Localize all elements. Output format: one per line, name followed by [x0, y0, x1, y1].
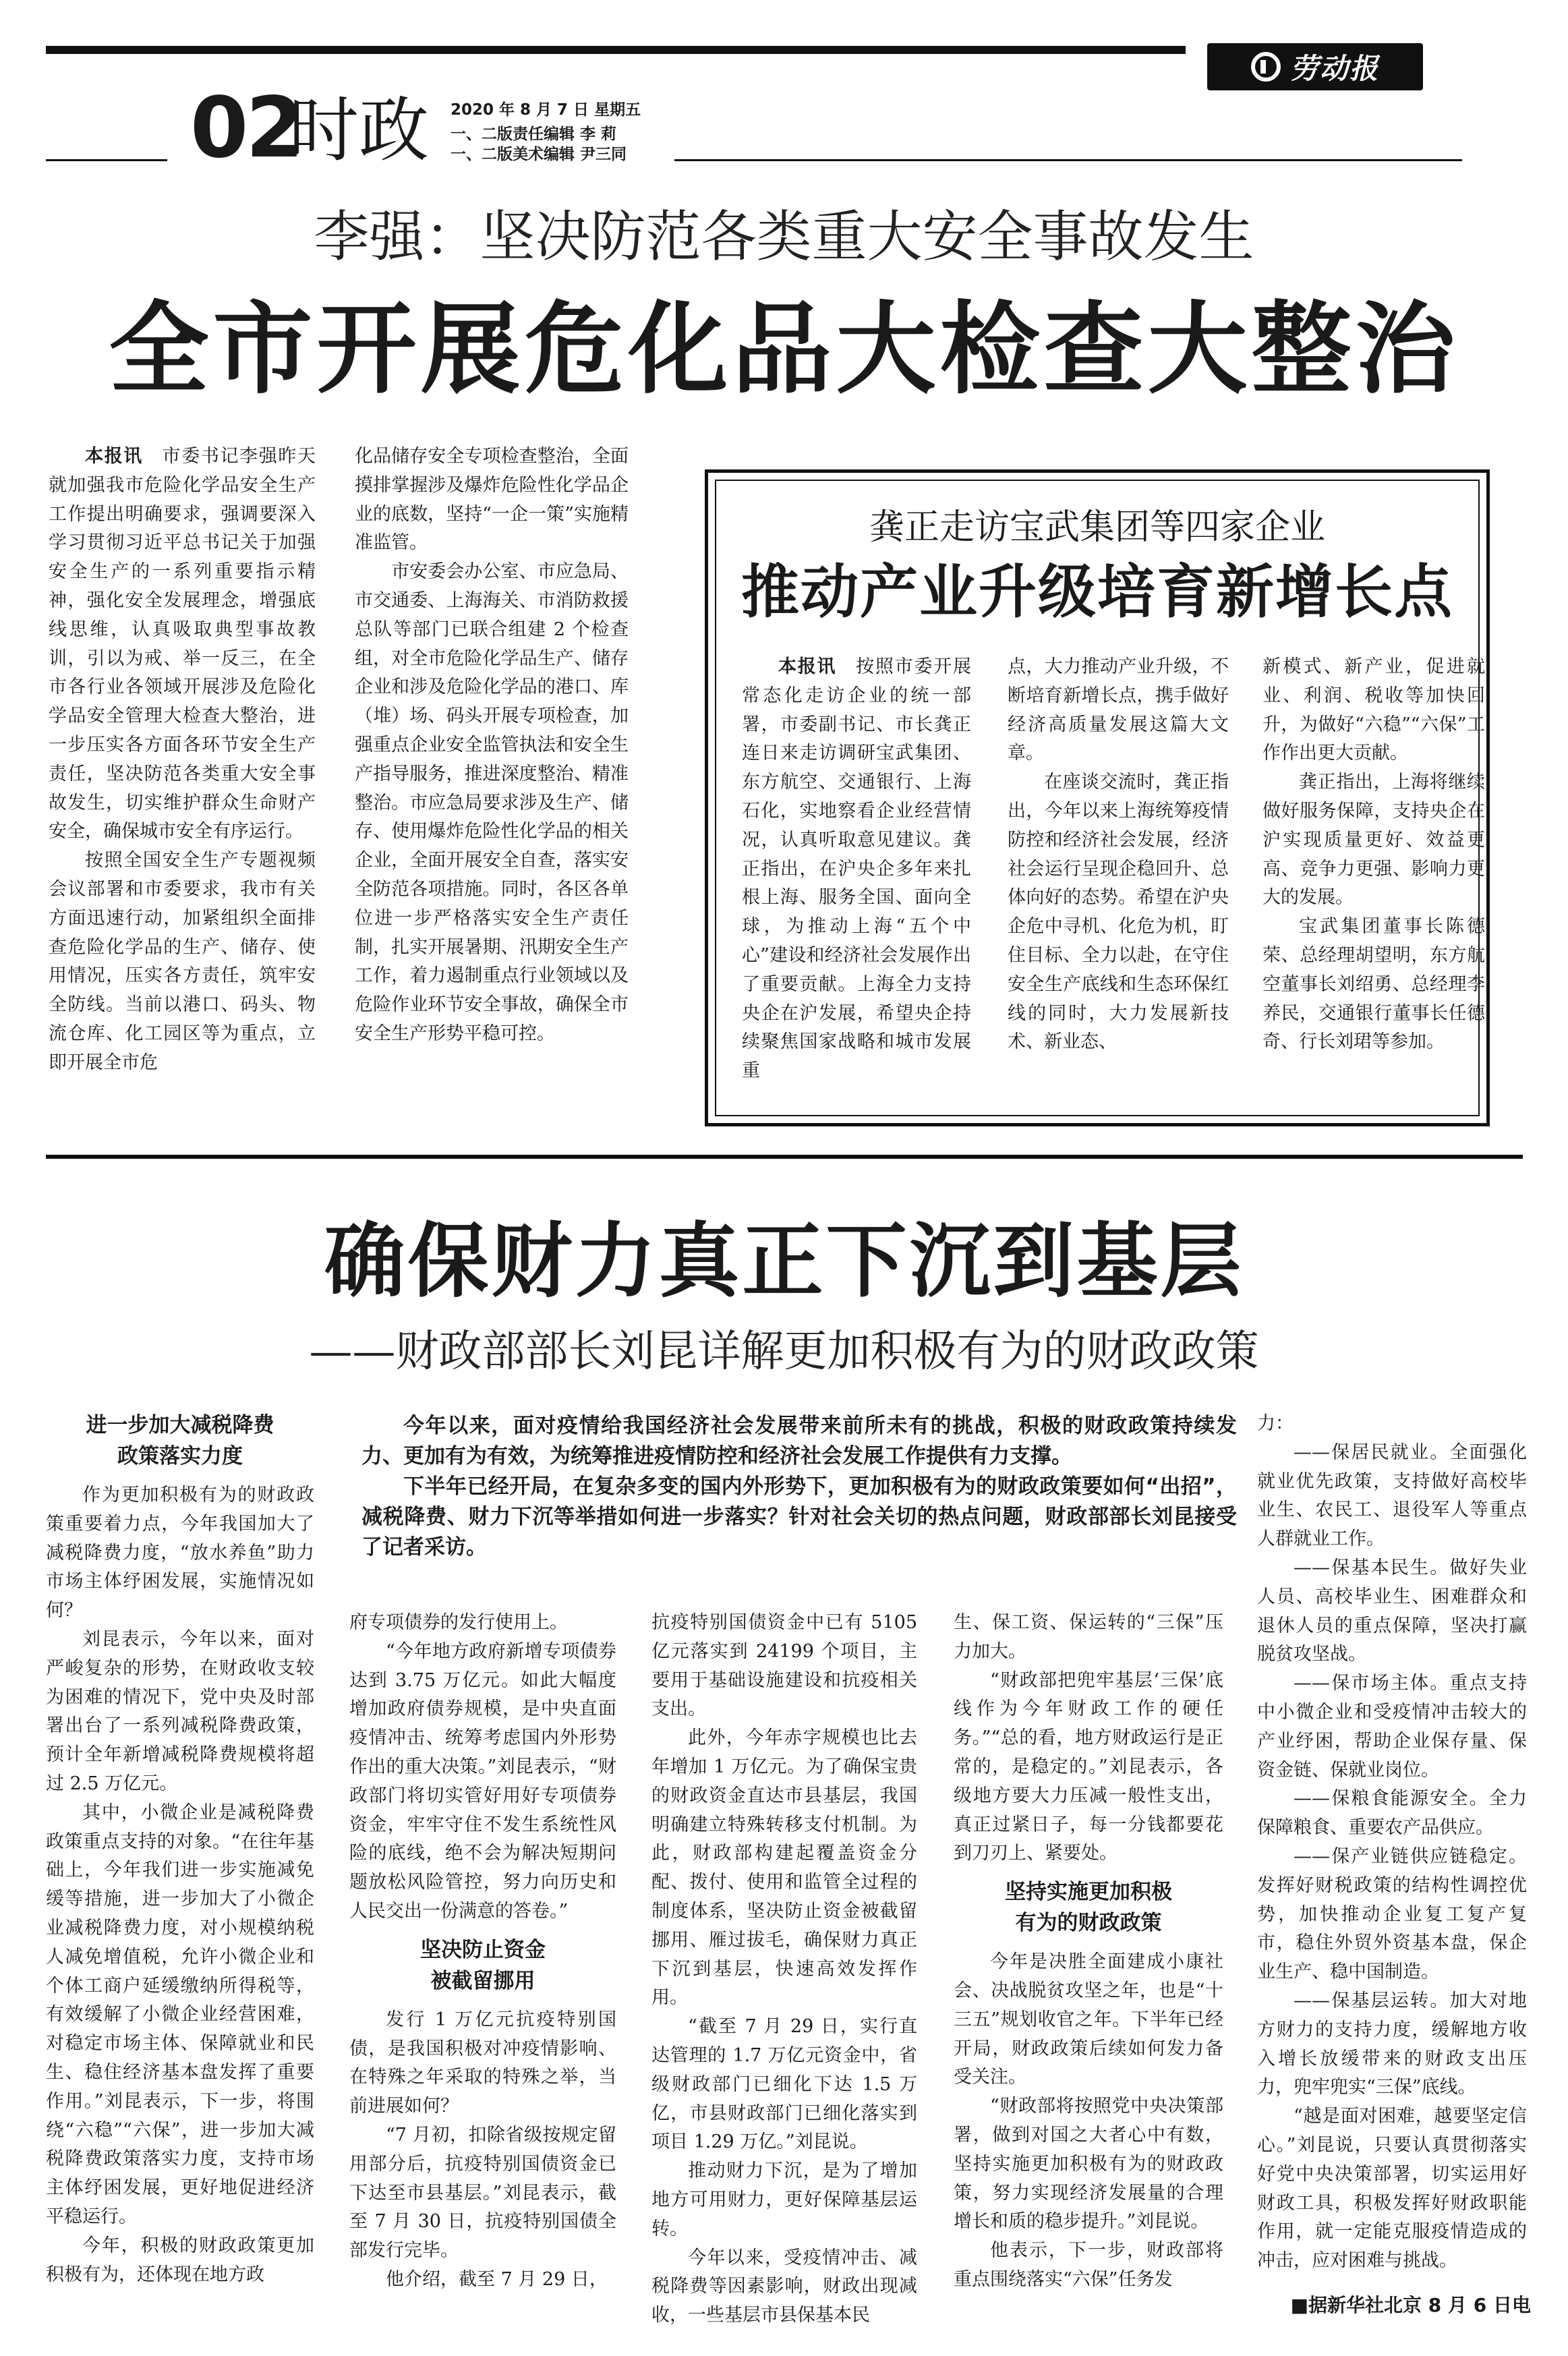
paper-logo-icon: [1251, 52, 1281, 82]
article3-paragraph: “财政部将按照党中央决策部署，做到对国之大者心中有数，坚持实施更加积极有为的财政政策，努力实现经济发展量的合理增长和质的稳步提升。”刘昆说。: [954, 2096, 1223, 2233]
art-editor-line: 一、二版美术编辑 尹三同: [451, 146, 627, 163]
article3-paragraph: 此外，今年赤字规模也比去年增加 1 万亿元。为了确保宝贵的财政资金直达市县基层，我国明确建立特殊转移支付机制。为此，财政部构建起覆盖资金分配、拨付、使用和监管全过程的制度体系，坚决防止资金被截留挪用、雁过拔毛，确保财力真正下沉到基层，快速高效发挥作用。: [651, 1727, 917, 2009]
article1-lead: 本报讯: [85, 446, 143, 467]
article3-column-3: [651, 1609, 917, 2326]
article3-column-2: [349, 1609, 616, 2307]
article2-paragraph: 在座谈交流时，龚正指出，今年以来上海统筹疫情防控和经济社会发展，经济社会运行呈现企稳回升、总体向好的态势。希望在沪央企危中寻机、化危为机，盯住目标、全力以赴，在守住安全生产底线和生态环保红线的同时，大力发展新技术、新业态、: [1008, 772, 1229, 1053]
article3-column-4: [954, 1609, 1223, 2307]
article3-paragraph: “截至 7 月 29 日，实行直达管理的 1.7 万亿元资金中，省级财政部门已细化下达 1.5 万亿，市县财政部门已细化落实到项目 1.29 万亿。”刘昆说。: [651, 2016, 917, 2153]
paper-logo: [1207, 43, 1423, 90]
article2-kicker: 龚正走访宝武集团等四家企业: [869, 507, 1325, 548]
article3-paragraph: ——保粮食能源安全。全力保障粮食、重要农产品供应。: [1257, 1788, 1527, 1839]
article3-column-1: [46, 1410, 314, 2307]
article3-intro-paragraph: 下半年已经开局，在复杂多变的国内外形势下，更加积极有为的财政政策要如何“出招”，减税降费、财力下沉等举措如何进一步落实？针对社会关切的热点问题，财政部部长刘昆接受了记者采访。: [361, 1474, 1237, 1559]
article1-column-1: [49, 442, 316, 1110]
article3-paragraph: “7 月初，扣除省级按规定留用部分后，抗疫特别国债资金已下达至市县基层。”刘昆表示，截至 7 月 30 日，抗疫特别国债全部发行完毕。: [349, 2124, 616, 2262]
article3-subhead: ——财政部部长刘昆详解更加积极有为的财政政策: [309, 1327, 1259, 1377]
article2-headline: 推动产业升级培育新增长点: [741, 558, 1453, 626]
article3-paragraph: 抗疫特别国债资金中已有 5105 亿元落实到 24199 个项目，主要用于基础设施建设和抗疫相关支出。: [651, 1612, 917, 1720]
article1-paragraph: 市安委会办公室、市应急局、市交通委、上海海关、市消防救援总队等部门已联合组建 2 个检查组，对全市危险化学品生产、储存企业和涉及危险化学品的港口、库（堆）场、码头开展专项检查，加强重点企业安全监管执法和安全生产指导服务，推进深度整治、精准整治。市应急局要求涉及生产、储存、使用爆炸危险性化学品的相关企业，全面开展安全自查，落实安全防范各项措施。同时，各区各单位进一步严格落实安全生产责任制，扎实开展暑期、汛期安全生产工作，着力遏制重点行业领域以及危险作业环节安全事故，确保全市安全生产形势平稳可控。: [355, 561, 629, 1044]
article3-paragraph: “今年地方政府新增专项债券达到 3.75 万亿元。如此大幅度增加政府债券规模，是中央直面疫情冲击、统筹考虑国内外形势作出的重大决策。”刘昆表示，“财政部门将切实管好用好专项债券资金，牢牢守住不发生系统性风险的底线，绝不会为解决短期问题放松风险管控，努力向历史和人民交出一份满意的答卷。”: [349, 1640, 616, 1922]
article3-paragraph: 刘昆表示，今年以来，面对严峻复杂的形势，在财政收支较为困难的情况下，党中央及时部署出台了一系列减税降费政策，预计全年新增减税降费规模将超过 2.5 万亿元。: [46, 1628, 314, 1794]
article1-kicker: 李强：坚决防范各类重大安全事故发生: [314, 205, 1254, 269]
top-thick-rule: [46, 46, 1186, 54]
issue-date: 2020 年 8 月 7 日 星期五: [451, 101, 641, 119]
article3-paragraph: 生、保工资、保运转的“三保”压力加大。: [954, 1612, 1223, 1662]
article2-column-1: [742, 653, 971, 1112]
article3-paragraph: 作为更加积极有为的财政政策重要着力点，今年我国加大了减税降费力度，“放水养鱼”助力市场主体纾困发展，实施情况如何？: [46, 1485, 314, 1621]
article3-paragraph: 他表示，下一步，财政部将重点围绕落实“六保”任务发: [954, 2240, 1223, 2290]
article3-headline: 确保财力真正下沉到基层: [324, 1213, 1244, 1309]
article3-paragraph: 他介绍，截至 7 月 29 日，: [386, 2268, 608, 2290]
paper-name: 劳动报: [1289, 52, 1379, 85]
section-separator: [46, 1155, 1523, 1159]
article3-paragraph: ——保产业链供应链稳定。发挥好财税政策的结构性调控优势，加快推动企业复工复产复市，稳住外贸外资基本盘，保企业生产、稳中国制造。: [1257, 1845, 1527, 1983]
page-number: 02: [190, 80, 301, 177]
article2-paragraph: 宝武集团董事长陈德荣、总经理胡望明，东方航空董事长刘绍勇、总经理李养民，交通银行董事长任德奇、行长刘珺等参加。: [1262, 916, 1485, 1053]
article1-headline: 全市开展危化品大检查大整治: [109, 290, 1459, 407]
article3-paragraph: 力：: [1257, 1413, 1294, 1434]
article3-subheading: 坚持实施更加积极 有为的财政政策: [1005, 1880, 1172, 1936]
article3-subheading: 进一步加大减税降费 政策落实力度: [86, 1413, 274, 1468]
masthead-short-rule: [46, 159, 167, 161]
article3-intro: [361, 1411, 1237, 1593]
editor-line: 一、二版责任编辑 李 莉: [451, 125, 617, 143]
article2-paragraph: 龚正指出，上海将继续做好服务保障，支持央企在沪实现质量更好、效益更高、竞争力更强、影响力更大的发展。: [1262, 772, 1485, 909]
article2-paragraph: 新模式、新产业，促进就业、利润、税收等加快回升，为做好“六稳”“六保”工作作出更大贡献。: [1262, 656, 1485, 764]
article2-lead: 本报讯: [778, 656, 837, 677]
article2-column-3: [1262, 653, 1485, 1112]
article1-paragraph: 市委书记李强昨天就加强我市危险化学品安全生产工作提出明确要求，强调要深入学习贯彻习近平总书记关于加强安全生产的一系列重要指示精神，强化安全发展理念，增强底线思维，认真吸取典型事故教训，引以为戒、举一反三，在全市各行业各领域开展涉及危险化学品安全管理大检查大整治，进一步压实各方面各环节安全生产责任，坚决防范各类重大安全事故发生，切实维护群众生命财产安全，确保城市安全有序运行。: [49, 446, 316, 842]
article3-paragraph: ——保基层运转。加大对地方财力的支持力度，缓解地方收入增长放缓带来的财政支出压力，兜牢兜实“三保”底线。: [1257, 1990, 1527, 2098]
article3-paragraph: 今年是决胜全面建成小康社会、决战脱贫攻坚之年，也是“十三五”规划收官之年。下半年已经开局，财政政策后续如何发力备受关注。: [954, 1951, 1223, 2088]
masthead-long-rule: [674, 159, 1462, 161]
section-title: 时政: [289, 89, 430, 171]
article3-credit: ■据新华社北京 8 月 6 日电: [1290, 2294, 1531, 2316]
article2-paragraph: 按照市委开展常态化走访企业的统一部署，市委副书记、市长龚正连日来走访调研宝武集团、东方航空、交通银行、上海石化，实地察看企业经营情况，认真听取意见建议。龚正指出，在沪央企多年来扎根上海、服务全国、面向全球，为推动上海“五个中心”建设和经济社会发展作出了重要贡献。上海全力支持央企在沪发展，希望央企持续聚焦国家战略和城市发展重: [742, 656, 972, 1082]
article3-intro-paragraph: 今年以来，面对疫情给我国经济社会发展带来前所未有的挑战，积极的财政政策持续发力、更加有为有效，为统筹推进疫情防控和经济社会发展工作提供有力支撑。: [361, 1414, 1237, 1468]
article3-subheading: 坚决防止资金 被截留挪用: [420, 1937, 546, 1993]
article3-paragraph: 发行 1 万亿元抗疫特别国债，是我国积极对冲疫情影响、在特殊之年采取的特殊之举，当前进展如何？: [349, 2009, 616, 2117]
article3-paragraph: ——保居民就业。全面强化就业优先政策，支持做好高校毕业生、农民工、退役军人等重点人群就业工作。: [1257, 1441, 1527, 1550]
article3-column-5: [1257, 1410, 1527, 2273]
article3-paragraph: 今年，积极的财政政策更加积极有为，还体现在地方政: [46, 2235, 314, 2285]
article1-paragraph: 按照全国安全生产专题视频会议部署和市委要求，我市有关方面迅速行动，加紧组织全面排查危险化学品的生产、储存、使用情况，压实各方责任，筑牢安全防线。当前以港口、码头、物流仓库、化工园区等为重点，立即开展全市危: [49, 850, 316, 1073]
article2-paragraph: 点，大力推动产业升级，不断培育新增长点，携手做好经济高质量发展这篇大文章。: [1008, 656, 1229, 764]
article3-paragraph: 推动财力下沉，是为了增加地方可用财力，更好保障基层运转。: [651, 2160, 917, 2239]
article1-column-2: [355, 442, 629, 1110]
article3-paragraph: ——保市场主体。重点支持中小微企业和受疫情冲击较大的产业纾困，帮助企业保存量、保资金链、保就业岗位。: [1257, 1673, 1527, 1781]
article3-paragraph: 今年以来，受疫情冲击、减税降费等因素影响，财政出现减收，一些基层市县保基本民: [651, 2247, 917, 2326]
article3-paragraph: “财政部把兜牢基层‘三保’底线作为今年财政工作的硬任务。”“总的看，地方财政运行是正常的，是稳定的。”刘昆表示，各级地方要大力压减一般性支出，真正过紧日子，每一分钱都要花到刀刃上、紧要处。: [954, 1669, 1223, 1864]
article1-paragraph: 化品储存安全专项检查整治，全面摸排掌握涉及爆炸危险性化学品企业的底数，坚持“一企一策”实施精准监管。: [355, 446, 629, 554]
article3-paragraph: 其中，小微企业是减税降费政策重点支持的对象。“在往年基础上，今年我们进一步实施减免缓等措施，进一步加大了小微企业减税降费力度，对小规模纳税人减免增值税，允许小微企业和个体工商户延缓缴纳所得税等，有效缓解了小微企业经营困难，对稳定市场主体、保障就业和民生、稳住经济基本盘发挥了重要作用。”刘昆表示，下一步，将围绕“六稳”“六保”，进一步加大减税降费政策落实力度，支持市场主体纾困发展，更好地促进经济平稳运行。: [46, 1802, 314, 2227]
article2-column-2: [1008, 653, 1229, 1112]
article3-paragraph: 府专项债券的发行使用上。: [349, 1612, 568, 1633]
article3-paragraph: ——保基本民生。做好失业人员、高校毕业生、困难群众和退休人员的重点保障，坚决打赢脱贫攻坚战。: [1257, 1557, 1527, 1665]
article3-paragraph: “越是面对困难，越要坚定信心。”刘昆说，只要认真贯彻落实好党中央决策部署，切实运用好财政工具，积极发挥好财政职能作用，就一定能克服疫情造成的冲击，应对困难与挑战。: [1257, 2106, 1527, 2272]
